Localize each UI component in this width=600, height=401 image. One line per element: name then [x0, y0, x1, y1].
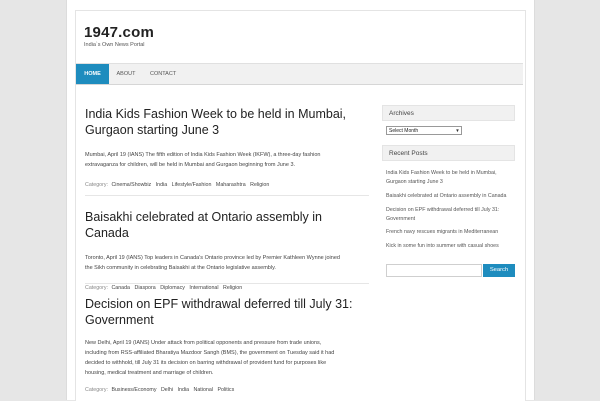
main-nav	[76, 63, 523, 85]
post-excerpt	[85, 253, 369, 273]
excerpt-line: Mumbai, April 19 (IANS) The fifth edition of India Kids Fashion Week (IKFW), a three-day fashion	[85, 152, 321, 158]
post	[85, 296, 369, 393]
excerpt-line: decided to withhold, till July 31 its decision on barring withdrawal of provident fund for purposes like	[85, 360, 327, 366]
excerpt-line: including from RSS-affiliated Bharatiya Mazdoor Sangh (BMS), the government on Tuesday said it had	[85, 350, 335, 356]
archives-select-value: Select Month	[389, 128, 419, 134]
category-link[interactable]: Cinema/Showbiz	[111, 182, 152, 188]
chevron-down-icon: ▼	[455, 128, 460, 133]
category-label: Category:	[85, 182, 108, 188]
recent-post-line[interactable]: French navy rescues migrants in Mediterranean	[386, 229, 499, 235]
post-categories	[85, 182, 369, 188]
post-divider	[85, 283, 369, 284]
excerpt-line: the Sikh community in celebrating Baisakhi at the Ontario legislative assembly.	[85, 265, 276, 271]
category-link[interactable]: Religion	[250, 182, 270, 188]
excerpt-line: extravaganza for children, will be held in Mumbai and Gurgaon beginning from June 3.	[85, 162, 296, 168]
category-label: Category:	[85, 285, 108, 291]
category-link[interactable]: Maharashtra	[215, 182, 246, 188]
nav-contact[interactable]: CONTACT	[150, 71, 177, 77]
category-link[interactable]: India	[155, 182, 168, 188]
category-link[interactable]: Religion	[223, 285, 243, 291]
recent-post-line[interactable]: Kick in some fun into summer with casual shoes	[386, 243, 499, 249]
recent-posts-widget-title: Recent Posts	[382, 145, 515, 161]
post-title-line[interactable]: Baisakhi celebrated at Ontario assembly in Canada	[85, 210, 322, 240]
excerpt-line: housing, medical treatment and marriage of children.	[85, 370, 214, 376]
category-link[interactable]: Business/Economy	[111, 387, 157, 393]
category-link[interactable]: India	[177, 387, 190, 393]
archives-widget-title: Archives	[382, 105, 515, 121]
recent-post-line[interactable]: Government	[386, 216, 416, 222]
category-link[interactable]: Delhi	[160, 387, 174, 393]
recent-post-link[interactable]	[386, 228, 516, 237]
post-title[interactable]	[85, 296, 369, 328]
category-link[interactable]: Canada	[111, 285, 131, 291]
post-excerpt	[85, 150, 369, 170]
category-link[interactable]: Politics	[217, 387, 235, 393]
post-title[interactable]	[85, 209, 369, 241]
excerpt-line: New Delhi, April 19 (IANS) Under attack from political opponents and pressure from trade unions,	[85, 340, 322, 346]
post-title-line[interactable]: Decision on EPF withdrawal deferred till July 31:	[85, 297, 353, 311]
post-categories	[85, 387, 369, 393]
post-title[interactable]	[85, 106, 369, 138]
post-title-line[interactable]: India Kids Fashion Week to be held in Mumbai,	[85, 107, 347, 121]
category-link[interactable]: Diplomacy	[160, 285, 185, 291]
category-link[interactable]: Diaspora	[134, 285, 156, 291]
recent-post-link[interactable]	[386, 169, 516, 187]
recent-post-line[interactable]: India Kids Fashion Week to be held in Mumbai,	[386, 170, 497, 176]
post-divider	[85, 195, 369, 196]
search-input[interactable]	[386, 264, 482, 277]
recent-post-link[interactable]	[386, 242, 516, 251]
nav-about[interactable]: ABOUT	[116, 71, 136, 77]
post	[85, 106, 369, 188]
recent-post-link[interactable]	[386, 192, 516, 201]
site-description: India`s Own News Portal	[84, 42, 145, 48]
excerpt-line: Toronto, April 19 (IANS) Top leaders in Canada's Ontario province led by Premier Kathleen Wynne joined	[85, 255, 340, 261]
search-button[interactable]: Search	[483, 264, 515, 277]
category-link[interactable]: National	[193, 387, 213, 393]
recent-post-link[interactable]	[386, 206, 516, 224]
post	[85, 209, 369, 291]
post-excerpt	[85, 338, 369, 378]
site-title[interactable]: 1947.com	[84, 24, 154, 41]
post-title-line[interactable]: Gurgaon starting June 3	[85, 123, 220, 137]
nav-home[interactable]: HOME	[76, 64, 109, 84]
recent-post-line[interactable]: Gurgaon starting June 3	[386, 179, 443, 185]
category-link[interactable]: International	[189, 285, 219, 291]
category-link[interactable]: Lifestyle/Fashion	[171, 182, 212, 188]
post-categories	[85, 285, 369, 291]
category-label: Category:	[85, 387, 108, 393]
recent-post-line[interactable]: Baisakhi celebrated at Ontario assembly in Canada	[386, 193, 507, 199]
archives-select[interactable]	[386, 126, 462, 135]
recent-post-line[interactable]: Decision on EPF withdrawal deferred till July 31:	[386, 207, 500, 213]
post-title-line[interactable]: Government	[85, 313, 154, 327]
